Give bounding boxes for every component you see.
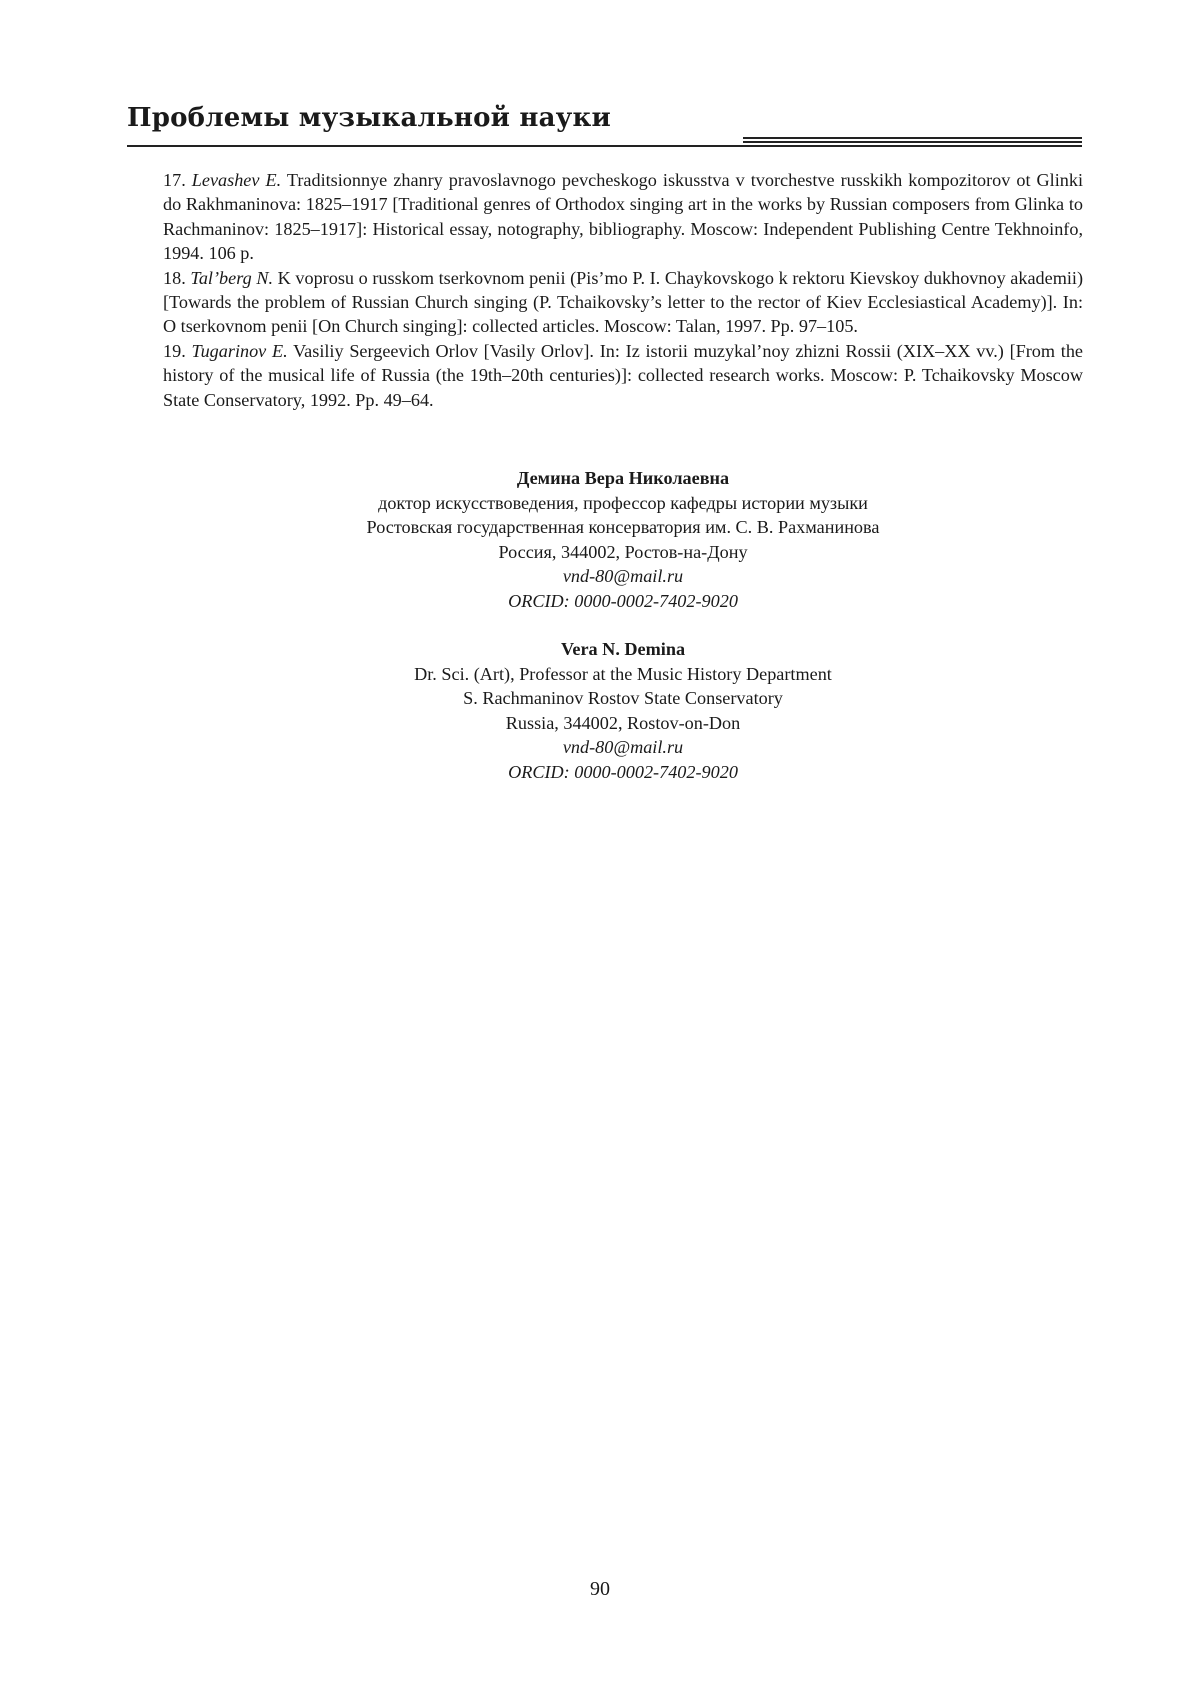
author-name: Vera N. Demina (560, 639, 686, 659)
reference-text: Vasiliy Sergeevich Orlov [Vasily Orlov]. In: Iz istorii muzykal’noy zhizni Rossii (XIX–XX vv.) [From the history of the musical life of Russia (the 19th–20th centuries)]: collected research works. Moscow: P. Tchaikovsky Moscow State Conservatory, 1992. Pp. 49–64. (163, 340, 1083, 410)
reference-item (163, 339, 1083, 412)
reference-author: Tugarinov E. (191, 340, 288, 361)
reference-text: Traditsionnye zhanry pravoslavnogo pevcheskogo iskusstva v tvorchestve russkikh kompozitorov ot Glinki do Rakhmaninova: 1825–1917 [Traditional genres of Orthodox singing art in the works by Russian composers from Glinka to Rachmaninov: 1825–1917]: Historical essay, notography, bibliography. Moscow: Independent Publishing Centre Tekhnoinfo, 1994. 106 p. (163, 170, 1084, 264)
author-name: Демина Вера Николаевна (516, 468, 730, 488)
header-rule (127, 145, 1082, 147)
reference-list (163, 168, 1083, 412)
reference-text: K voprosu o russkom tserkovnom penii (Pis’mo P. I. Chaykovskogo k rektoru Kievskoy dukhovnoy akademii) [Towards the problem of Russian Church singing (P. Tchaikovsky’s letter to the rector of Kiev Ecclesiastical Academy)]. In: O tserkovnom penii [On Church singing]: collected articles. Moscow: Talan, 1997. Pp. 97–105. (163, 267, 1084, 337)
header-rule-double-top (743, 137, 1082, 139)
author-institution: Ростовская государственная консерватория им. С. В. Рахманинова (366, 517, 880, 537)
author-email: vnd-80@mail.ru (562, 737, 684, 757)
author-info-english (163, 637, 1083, 784)
reference-number: 19. (163, 340, 186, 361)
reference-number: 17. (163, 170, 186, 190)
reference-item (163, 266, 1083, 339)
author-address: Россия, 344002, Ростов-на-Дону (498, 541, 748, 562)
author-position: доктор искусствоведения, профессор кафедры истории музыки (378, 492, 868, 513)
page-number: 90 (590, 1578, 610, 1600)
author-institution: S. Rachmaninov Rostov State Conservatory (463, 688, 783, 708)
reference-number: 18. (163, 267, 186, 288)
author-orcid: ORCID: 0000-0002-7402-9020 (508, 761, 738, 782)
author-email: vnd-80@mail.ru (562, 566, 684, 586)
author-position: Dr. Sci. (Art), Professor at the Music History Department (414, 663, 832, 684)
reference-item (163, 168, 1083, 266)
header-rule-double-bottom (743, 141, 1082, 143)
author-address: Russia, 344002, Rostov-on-Don (505, 712, 741, 733)
running-header-title: Проблемы музыкальной науки (127, 103, 611, 133)
reference-author: Levashev E. (191, 170, 282, 190)
author-info-russian (163, 466, 1083, 613)
reference-author: Tal’berg N. (190, 267, 273, 288)
author-orcid: ORCID: 0000-0002-7402-9020 (508, 590, 738, 611)
